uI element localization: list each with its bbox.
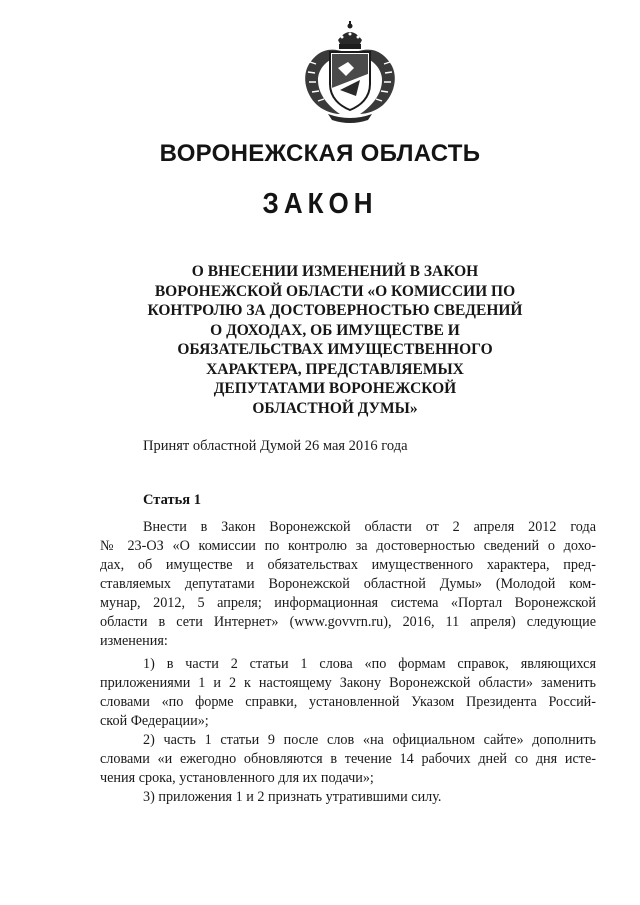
item-2-line: словами «и ежегодно обновляются в течение 14 рабочих дней со дня исте- — [100, 751, 596, 767]
paragraph-line: мунар, 2012, 5 апреля; информационная система «Портал Воронежской — [100, 595, 596, 611]
caption-line: КОНТРОЛЮ ЗА ДОСТОВЕРНОСТЬЮ СВЕДЕНИЙ — [147, 302, 523, 319]
article-intro-paragraph — [100, 518, 596, 651]
article-heading: Статья 1 — [143, 492, 201, 508]
law-caption — [140, 262, 530, 418]
caption-line: О ДОХОДАХ, ОБ ИМУЩЕСТВЕ И — [210, 321, 460, 339]
item-1-line: 1) в части 2 статьи 1 слова «по формам справок, являющихся — [143, 656, 596, 672]
caption-line: ВОРОНЕЖСКОЙ ОБЛАСТИ «О КОМИССИИ ПО — [154, 282, 516, 300]
paragraph-line: № 23-ОЗ «О комиссии по контролю за достоверностью сведений о дохо- — [100, 538, 596, 554]
item-1-line: приложениями 1 и 2 к настоящему Закону Воронежской области» заменить — [100, 675, 596, 691]
item-2-line: чения срока, установленного для их подачи»; — [100, 770, 374, 786]
paragraph-line: области в сети Интернет» (www.govvrn.ru), 2016, 11 апреля) следующие — [100, 614, 596, 630]
caption-line: ХАРАКТЕРА, ПРЕДСТАВЛЯЕМЫХ — [206, 360, 464, 378]
item-2-line: 2) часть 1 статьи 9 после слов «на официальном сайте» дополнить — [143, 732, 596, 748]
amendment-items — [100, 655, 596, 807]
paragraph-line: Внести в Закон Воронежской области от 2 апреля 2012 года — [143, 519, 596, 535]
document-kind: ЗАКОН — [262, 186, 378, 220]
adoption-statement: Принят областной Думой 26 мая 2016 года — [143, 438, 408, 454]
coat-of-arms-emblem-icon — [298, 18, 402, 126]
item-1-line: словами «по форме справки, установленной Указом Президента Россий- — [100, 694, 596, 710]
region-title: ВОРОНЕЖСКАЯ ОБЛАСТЬ — [159, 140, 481, 167]
caption-line: О ВНЕСЕНИИ ИЗМЕНЕНИЙ В ЗАКОН — [191, 263, 479, 280]
paragraph-line: изменения: — [100, 633, 168, 649]
paragraph-line: дах, об имуществе и обязательствах имущественного характера, пред- — [100, 557, 596, 573]
caption-line: ОБЛАСТНОЙ ДУМЫ» — [252, 399, 418, 417]
caption-line: ОБЯЗАТЕЛЬСТВАХ ИМУЩЕСТВЕННОГО — [177, 341, 493, 358]
item-1-line: ской Федерации»; — [100, 713, 209, 729]
item-3-line: 3) приложения 1 и 2 признать утратившими силу. — [143, 789, 442, 805]
caption-line: ДЕПУТАТАМИ ВОРОНЕЖСКОЙ — [213, 380, 457, 397]
paragraph-line: ставляемых депутатами Воронежской областной Думы» (Молодой ком- — [100, 576, 596, 592]
